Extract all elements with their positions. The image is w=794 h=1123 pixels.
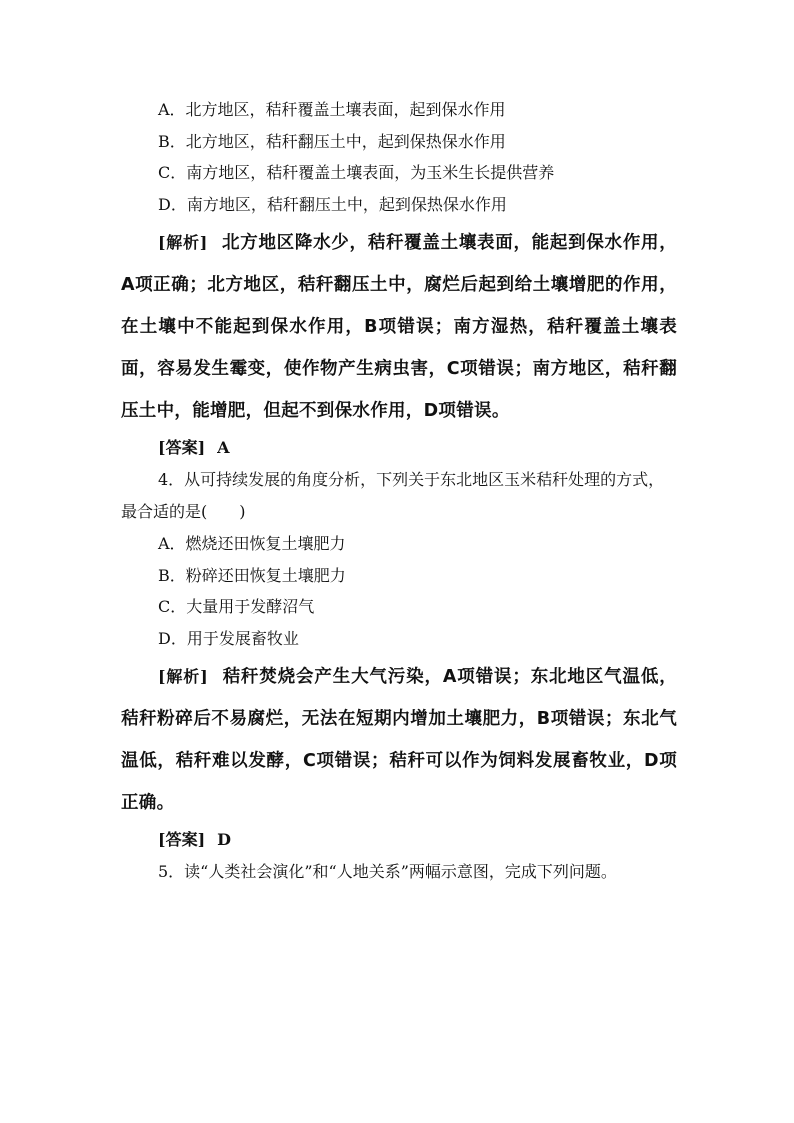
q3-answer-value: A xyxy=(217,438,230,457)
q4-analysis-tag: [解析] xyxy=(158,667,209,686)
worksheet-page xyxy=(121,94,677,888)
q4-option-d: D．用于发展畜牧业 xyxy=(158,628,299,648)
q3-answer xyxy=(121,432,677,464)
q4-analysis xyxy=(121,656,677,824)
q4-answer-tag: [答案] xyxy=(158,830,206,849)
q4-option-a: A．燃烧还田恢复土壤肥力 xyxy=(158,534,346,553)
q3-answer-tag: [答案] xyxy=(158,438,206,457)
q4-option-c: C．大量用于发酵沼气 xyxy=(158,597,315,616)
q5-stem: 5．读“人类社会演化”和“人地关系”两幅示意图，完成下列问题。 xyxy=(158,862,617,881)
q4-answer-value: D xyxy=(217,830,232,849)
q3-option-b: B．北方地区，秸秆翻压土中，起到保热保水作用 xyxy=(158,131,506,151)
q4-stem: 4．从可持续发展的角度分析，下列关于东北地区玉米秸秆处理的方式，最合适的是( ) xyxy=(121,470,665,521)
q3-option-c: C．南方地区，秸秆覆盖土壤表面，为玉米生长提供营养 xyxy=(158,163,555,182)
q4-analysis-text: 秸秆焚烧会产生大气污染，A项错误；东北地区气温低，秸秆粉碎后不易腐烂，无法在短期内增加土壤肥力，B项错误；东北气温低，秸秆难以发酵，C项错误；秸秆可以作为饲料发展畜牧业，D项正确。 xyxy=(121,667,677,813)
q4-options xyxy=(121,528,677,654)
q3-option-d: D．南方地区，秸秆翻压土中，起到保热保水作用 xyxy=(158,194,507,214)
q3-analysis-tag: [解析] xyxy=(158,233,208,252)
q3-options xyxy=(121,94,677,220)
q4-answer xyxy=(121,824,677,856)
q4-option-b: B．粉碎还田恢复土壤肥力 xyxy=(158,565,346,585)
q3-option-a: A．北方地区，秸秆覆盖土壤表面，起到保水作用 xyxy=(158,100,506,119)
q3-analysis-text: 北方地区降水少，秸秆覆盖土壤表面，能起到保水作用，A项正确；北方地区，秸秆翻压土中，腐烂后起到给土壤增肥的作用，在土壤中不能起到保水作用，B项错误；南方湿热，秸秆覆盖土壤表面，容易发生霉变，使作物产生病虫害，C项错误；南方地区，秸秆翻压土中，能增肥，但起不到保水作用，D项错误。 xyxy=(121,233,677,421)
q3-analysis xyxy=(121,222,677,432)
